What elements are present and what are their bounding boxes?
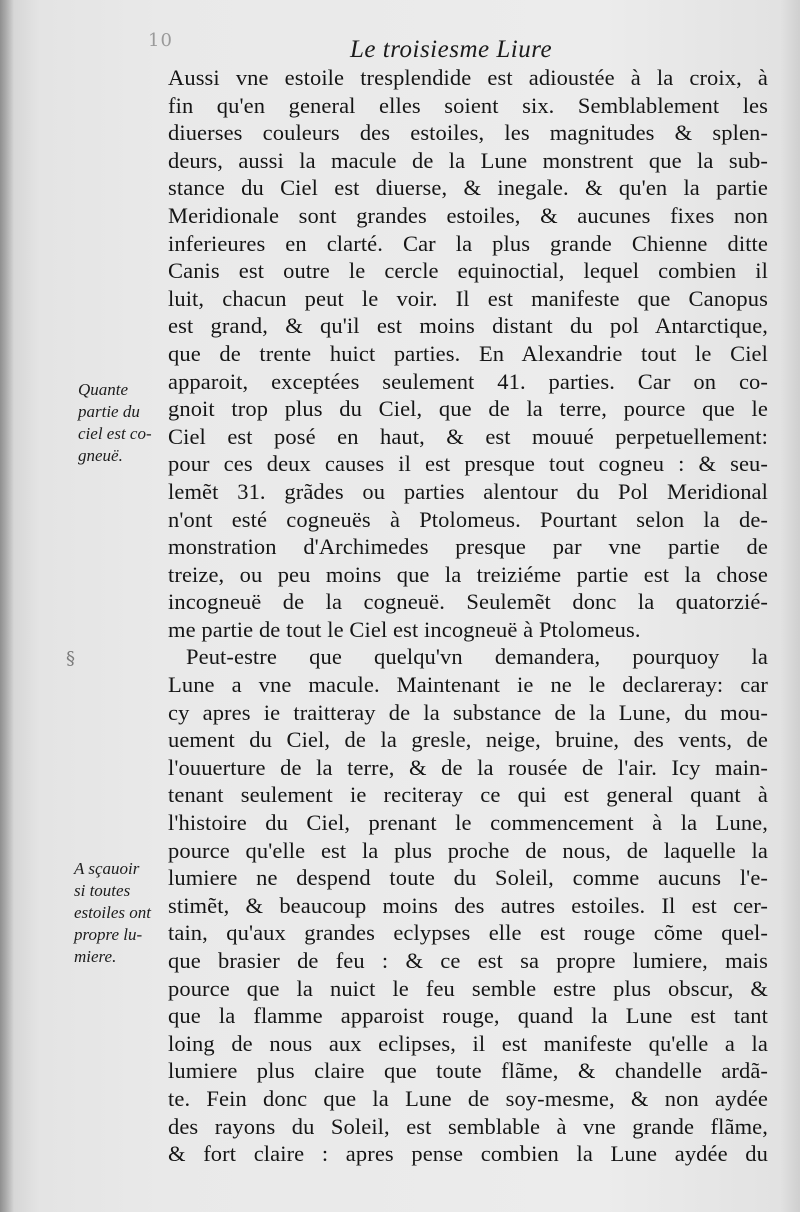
text-line: te. Fein donc que la Lune de soy-mesme, & non aydée <box>168 1085 768 1111</box>
text-line: loing de nous aux eclipses, il est manifeste qu'elle a la <box>168 1030 768 1056</box>
text-line: l'ouuerture de la terre, & de la rousée de l'air. Icy main- <box>168 754 768 780</box>
text-line: que la flamme apparoist rouge, quand la Lune est tant <box>168 1003 768 1029</box>
marginal-note-line: ciel est co- <box>78 424 152 443</box>
text-line: Meridionale sont grandes estoiles, & aucunes fixes non <box>168 202 768 228</box>
text-line: n'ont esté cogneuës à Ptolomeus. Pourtant selon la de- <box>168 506 768 532</box>
marginal-note-line: estoiles ont <box>74 903 151 922</box>
text-line: & fort claire : apres pense combien la Lune aydée du <box>168 1141 768 1167</box>
text-line: lumiere plus claire que toute flãme, & chandelle ardã- <box>168 1058 768 1084</box>
text-line: Ciel est posé en haut, & est mouué perpetuellement: <box>168 423 768 449</box>
text-line: pource qu'elle est la plus proche de nous, de laquelle la <box>168 837 768 863</box>
text-line: cy apres ie traitteray de la substance de la Lune, du mou- <box>168 699 768 725</box>
text-line: monstration d'Archimedes presque par vne partie de <box>168 534 768 560</box>
body-text <box>168 64 768 1168</box>
text-line: stimẽt, & beaucoup moins des autres estoiles. Il est cer- <box>168 892 768 918</box>
marginal-note-line: miere. <box>74 947 117 966</box>
marginal-note-line: A sçauoir <box>74 859 140 878</box>
marginal-note-line: Quante <box>78 380 129 399</box>
text-line: des rayons du Soleil, est semblable à vne grande flãme, <box>168 1113 768 1139</box>
text-line: me partie de tout le Ciel est incogneuë à Ptolomeus. <box>168 616 641 642</box>
text-line: est grand, & qu'il est moins distant du pol Antarctique, <box>168 313 768 339</box>
marginal-note-line: partie du <box>78 402 140 421</box>
text-line: stance du Ciel est diuerse, & inegale. & qu'en la partie <box>168 175 768 201</box>
paragraph-mark: § <box>66 648 75 669</box>
text-line: lemẽt 31. grãdes ou parties alentour du Pol Meridional <box>168 478 768 504</box>
text-line: tenant seulement ie reciteray ce qui est general quant à <box>168 782 768 808</box>
text-line: pource que la nuict le feu semble estre plus obscur, & <box>168 975 768 1001</box>
marginal-note-line: si toutes <box>74 881 131 900</box>
text-line: incogneuë de la cogneuë. Seulemẽt donc la quatorzié- <box>168 589 768 615</box>
marginal-note-quante-partie <box>78 379 152 467</box>
running-head: Le troisiesme Liure <box>350 36 553 63</box>
text-line: Aussi vne estoile tresplendide est adioustée à la croix, à <box>168 65 768 90</box>
text-line: luit, chacun peut le voir. Il est manifeste que Canopus <box>168 285 768 311</box>
marginal-note-line: gneuë. <box>78 446 123 465</box>
text-line: Lune a vne macule. Maintenant ie ne le declareray: car <box>168 672 768 698</box>
marginal-note-line: propre lu- <box>74 925 143 944</box>
text-line: apparoit, exceptées seulement 41. parties. Car on co- <box>168 368 768 394</box>
text-line: que brasier de feu : & ce est sa propre lumiere, mais <box>168 948 768 973</box>
text-line: que de trente huict parties. En Alexandrie tout le Ciel <box>168 340 768 366</box>
text-line: diuerses couleurs des estoiles, les magnitudes & splen- <box>168 120 768 146</box>
page-number: 10 <box>148 30 173 51</box>
text-line: l'histoire du Ciel, prenant le commencement à la Lune, <box>168 810 768 836</box>
text-line: lumiere ne despend toute du Soleil, comme aucuns l'e- <box>168 865 768 891</box>
text-line: treize, ou peu moins que la treiziéme partie est la chose <box>168 561 768 587</box>
text-line: uement du Ciel, de la gresle, neige, bruine, des vents, de <box>168 727 768 753</box>
text-line: pour ces deux causes il est presque tout cogneu : & seu- <box>168 451 768 477</box>
text-line: Peut-estre que quelqu'vn demandera, pourquoy la <box>186 644 768 670</box>
binding-shadow <box>0 0 14 1212</box>
text-line: gnoit trop plus du Ciel, que de la terre, pource que le <box>168 396 768 422</box>
text-line: fin qu'en general elles soient six. Semblablement les <box>168 92 768 118</box>
text-line: Canis est outre le cercle equinoctial, lequel combien il <box>168 258 768 284</box>
text-line: inferieures en clarté. Car la plus grande Chienne ditte <box>168 230 768 256</box>
marginal-note-a-scauoir <box>74 858 151 968</box>
text-line: tain, qu'aux grandes eclypses elle est rouge cõme quel- <box>168 920 768 946</box>
text-line: deurs, aussi la macule de la Lune monstrent que la sub- <box>168 147 768 173</box>
